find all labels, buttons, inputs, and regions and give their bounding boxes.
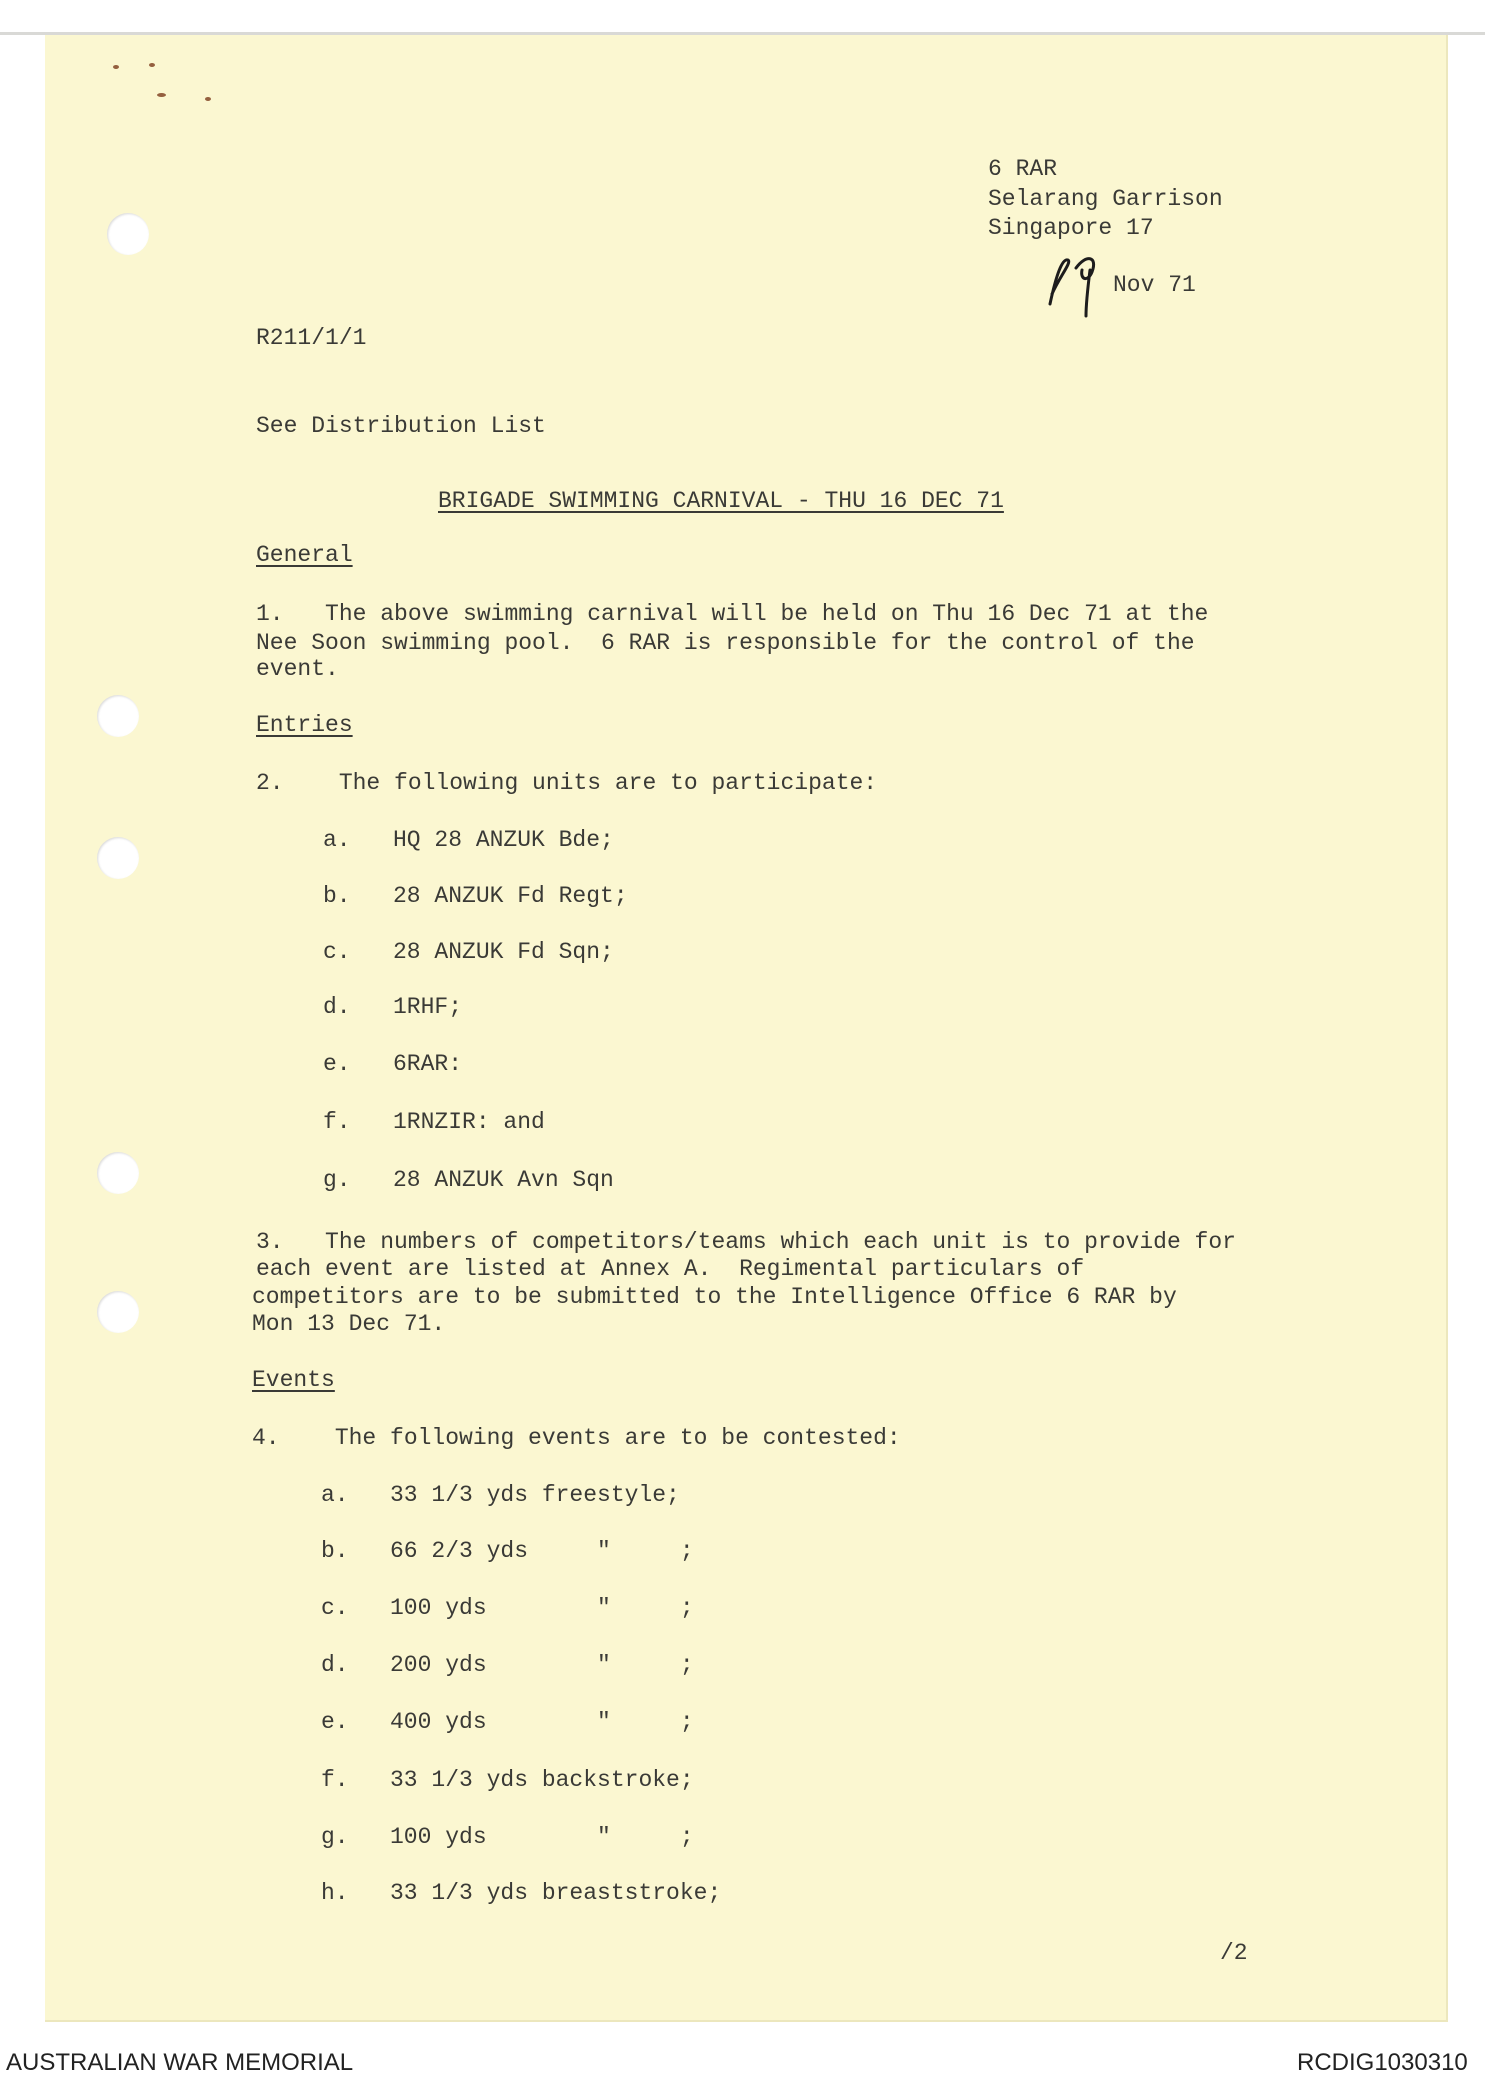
page-continuation-marker: /2 — [1220, 1940, 1248, 1966]
list-letter: d. — [323, 994, 351, 1020]
footer-source: AUSTRALIAN WAR MEMORIAL — [6, 2049, 354, 2076]
rust-stain — [157, 93, 166, 97]
unit-item: 6RAR: — [393, 1051, 463, 1077]
section-heading-events: Events — [252, 1367, 335, 1393]
letter-date: Nov 71 — [1113, 272, 1196, 298]
punch-hole — [97, 1291, 139, 1333]
list-letter: c. — [323, 939, 351, 965]
event-item: 66 2/3 yds " ; — [390, 1538, 694, 1564]
unit-item: 28 ANZUK Fd Sqn; — [393, 939, 614, 965]
list-letter: a. — [321, 1482, 349, 1508]
list-letter: e. — [321, 1709, 349, 1735]
list-letter: g. — [323, 1167, 351, 1193]
punch-hole — [107, 213, 149, 255]
event-item: 100 yds " ; — [390, 1824, 694, 1850]
paragraph-3-line: Mon 13 Dec 71. — [252, 1311, 446, 1337]
punch-hole — [97, 695, 139, 737]
list-letter: h. — [321, 1880, 349, 1906]
punch-hole — [97, 837, 139, 879]
footer-record-id: RCDIG1030310 — [1297, 2049, 1468, 2076]
rust-stain — [113, 65, 119, 69]
list-letter: b. — [321, 1538, 349, 1564]
list-letter: b. — [323, 883, 351, 909]
sender-location: Selarang Garrison — [988, 186, 1223, 212]
unit-item: 28 ANZUK Avn Sqn — [393, 1167, 614, 1193]
paragraph-3-line: 3. The numbers of competitors/teams which each unit is to provide for — [256, 1229, 1236, 1255]
event-item: 33 1/3 yds freestyle; — [390, 1482, 680, 1508]
unit-item: 1RNZIR: and — [393, 1109, 545, 1135]
paragraph-3-line: each event are listed at Annex A. Regimental particulars of — [256, 1256, 1085, 1282]
list-letter: g. — [321, 1824, 349, 1850]
rust-stain — [149, 63, 155, 67]
document-title: BRIGADE SWIMMING CARNIVAL - THU 16 DEC 71 — [438, 488, 1004, 514]
addressee: See Distribution List — [256, 413, 546, 439]
section-heading-entries: Entries — [256, 712, 353, 738]
unit-item: 1RHF; — [393, 994, 463, 1020]
unit-item: HQ 28 ANZUK Bde; — [393, 827, 614, 853]
event-item: 33 1/3 yds breaststroke; — [390, 1880, 722, 1906]
list-letter: f. — [323, 1109, 351, 1135]
paragraph-4: 4. The following events are to be contested: — [252, 1425, 901, 1451]
event-item: 200 yds " ; — [390, 1652, 694, 1678]
punch-hole — [97, 1152, 139, 1194]
paragraph-1-line: 1. The above swimming carnival will be held on Thu 16 Dec 71 at the — [256, 601, 1209, 627]
paragraph-2: 2. The following units are to participate: — [256, 770, 878, 796]
unit-item: 28 ANZUK Fd Regt; — [393, 883, 628, 909]
paragraph-3-line: competitors are to be submitted to the Intelligence Office 6 RAR by — [252, 1284, 1177, 1310]
list-letter: c. — [321, 1595, 349, 1621]
event-item: 33 1/3 yds backstroke; — [390, 1767, 694, 1793]
sender-unit: 6 RAR — [988, 156, 1058, 182]
event-item: 100 yds " ; — [390, 1595, 694, 1621]
rust-stain — [205, 97, 211, 101]
sender-city: Singapore 17 — [988, 215, 1154, 241]
paragraph-1-line: event. — [256, 656, 339, 682]
list-letter: a. — [323, 827, 351, 853]
event-item: 400 yds " ; — [390, 1709, 694, 1735]
list-letter: f. — [321, 1767, 349, 1793]
section-heading-general: General — [256, 542, 353, 568]
list-letter: e. — [323, 1051, 351, 1077]
handwritten-day-signature — [1046, 246, 1102, 318]
reference-number: R211/1/1 — [256, 325, 367, 351]
list-letter: d. — [321, 1652, 349, 1678]
paragraph-1-line: Nee Soon swimming pool. 6 RAR is responsible for the control of the — [256, 630, 1195, 656]
